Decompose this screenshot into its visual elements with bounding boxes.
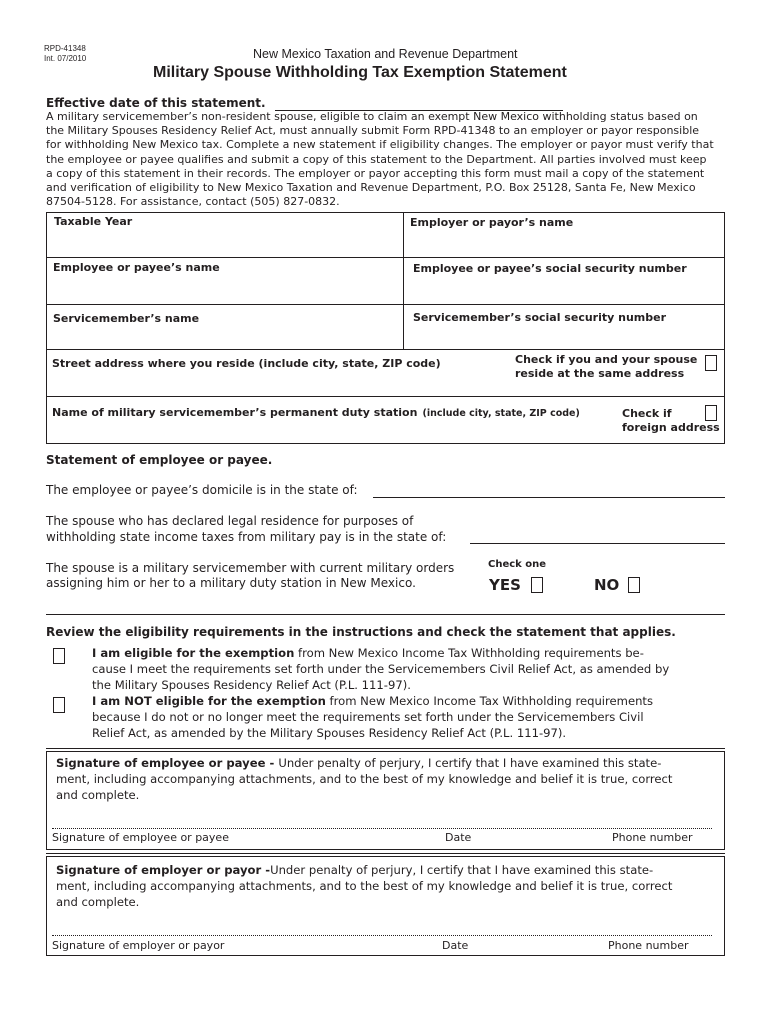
yes-label: YES [489,576,521,594]
duty-station-hint: (include city, state, ZIP code) [422,408,580,419]
domicile-state-field[interactable] [373,497,725,498]
eligibility-heading: Review the eligibility requirements in the instructions and check the statement that applies. [46,625,676,639]
spouse-residence-label-1: The spouse who has declared legal residence for purposes of [46,514,414,528]
employee-phone-label: Phone number [612,831,693,844]
form-revision: Int. 07/2010 [44,54,87,63]
duty-station-field[interactable] [52,401,580,420]
eligible-statement: I am eligible for the exemption from New Mexico Income Tax Withholding requirements be- cause I meet the requirements set forth under the Servicemembers Civil Relief Act, as amended by the Military Spouses Residency Relief Act (P.L. 111-97). [92,646,670,692]
foreign-address-label-1: Check if [622,407,672,420]
eligible-checkbox[interactable] [53,648,65,664]
employee-name-field[interactable]: Employee or payee’s name [53,261,220,274]
foreign-address-checkbox[interactable] [705,405,717,421]
yes-checkbox[interactable] [531,577,543,593]
servicemember-ssn-field[interactable]: Servicemember’s social security number [413,311,667,324]
domicile-label: The employee or payee’s domicile is in the state of: [46,483,358,497]
same-address-checkbox[interactable] [705,355,717,371]
check-one-label: Check one [488,559,547,570]
no-checkbox[interactable] [628,577,640,593]
employer-perjury-statement: Signature of employer or payor -Under penalty of perjury, I certify that I have examined this state- ment, including accompanying attachments, and to the best of my knowledge and belief it is true, correct and complete. [56,863,673,910]
foreign-address-label-2: foreign address [622,421,720,434]
employer-date-label: Date [442,939,469,952]
intro-paragraph: A military servicemember’s non-resident spouse, eligible to claim an exempt New Mexico withholding status based on the Military Spouses Residency Relief Act, must annually submit Form RPD-41348 to an employer or payor responsible for withholding New Mexico tax. Complete a new statement if eligibility changes. The employer or payor must verify that the employee or payee qualifies and submit a copy of this statement to the Department. All parties involved must keep a copy of this statement in their records. The employer or payor accepting this form must mail a copy of the statement and verification of eligibility to New Mexico Taxation and Revenue Department, P.O. Box 25128, Santa Fe, New Mexico 87504-5128. For assistance, contact (505) 827-0832. [46,110,714,209]
military-orders-label-1: The spouse is a military servicemember with current military orders [46,561,455,575]
same-address-label-1: Check if you and your spouse [515,353,698,366]
effective-date-label: Effective date of this statement. [46,96,266,110]
employee-signature-line[interactable] [52,828,712,829]
employee-perjury-statement: Signature of employee or payee - Under penalty of perjury, I certify that I have examined this state- ment, including accompanying attachments, and to the best of my knowledge and belief it is true, correct and complete. [56,756,673,803]
employer-phone-label: Phone number [608,939,689,952]
taxable-year-field[interactable]: Taxable Year [54,215,133,228]
employer-signature-line[interactable] [52,935,712,936]
statement-heading: Statement of employee or payee. [46,453,273,467]
employer-signature-label: Signature of employer or payor [52,939,225,952]
duty-station-label: Name of military servicemember’s permanent duty station [52,406,418,419]
form-title: Military Spouse Withholding Tax Exemption Statement [153,64,567,81]
employer-name-field[interactable]: Employer or payor’s name [410,216,574,229]
department-name: New Mexico Taxation and Revenue Department [253,47,518,61]
no-label: NO [594,576,620,594]
not-eligible-checkbox[interactable] [53,697,65,713]
not-eligible-statement: I am NOT eligible for the exemption from New Mexico Income Tax Withholding requirements because I do not or no longer meet the requirements set forth under the Servicemembers Civil Relief Act, as amended by the Military Spouses Residency Relief Act (P.L. 111-97). [92,694,654,740]
servicemember-name-field[interactable]: Servicemember’s name [53,312,200,325]
spouse-residence-state-field[interactable] [470,543,725,544]
street-address-field[interactable]: Street address where you reside (include city, state, ZIP code) [52,357,441,370]
spouse-residence-label-2: withholding state income taxes from military pay is in the state of: [46,530,447,544]
employee-signature-label: Signature of employee or payee [52,831,229,844]
employee-date-label: Date [445,831,472,844]
military-orders-label-2: assigning him or her to a military duty station in New Mexico. [46,576,416,590]
form-number: RPD-41348 [44,44,86,53]
same-address-label-2: reside at the same address [515,367,685,380]
section-divider [46,614,725,615]
employee-ssn-field[interactable]: Employee or payee’s social security number [413,262,687,275]
